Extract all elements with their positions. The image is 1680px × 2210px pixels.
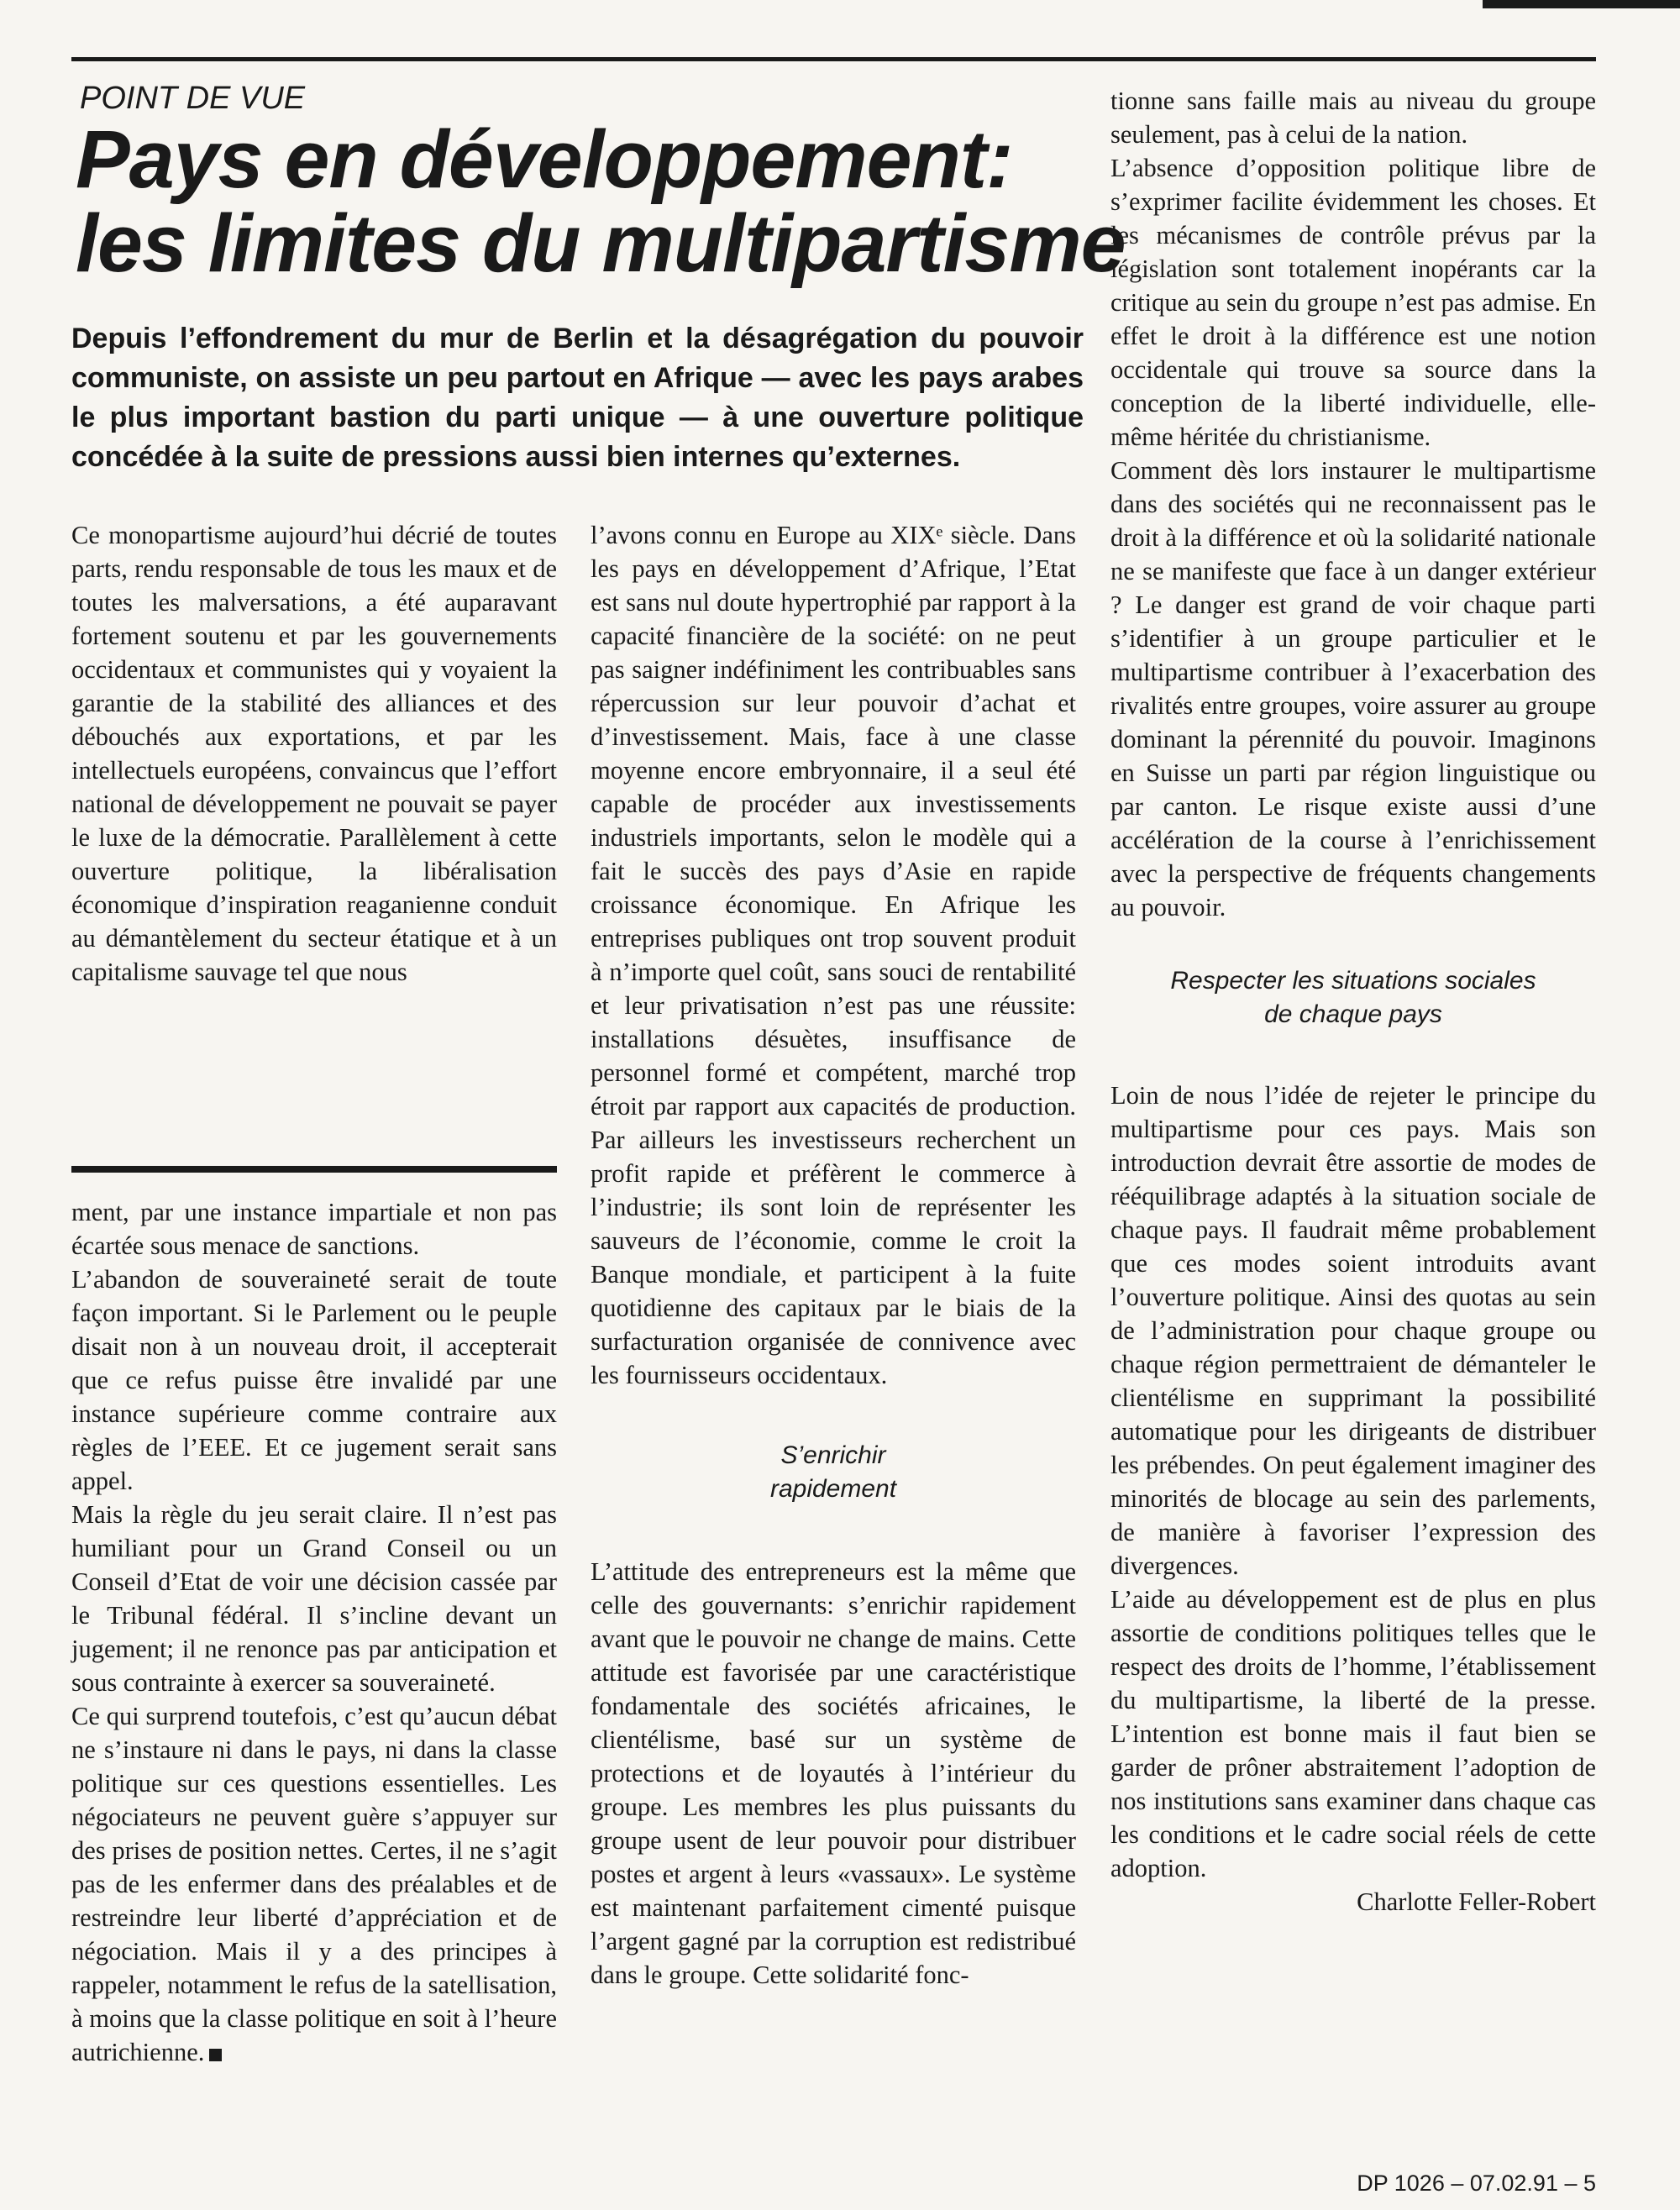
- paragraph: L’attitude des entrepreneurs est la même que celle des gouvernants: s’enrichir rapidement avant que le pouvoir ne change de mains. Cette attitude est favorisée par une caractéristique fondamentale des sociétés africaines, le clientélisme, basé sur un système de protections et de loyautés à l’intérieur du groupe. Les membres les plus puissants du groupe usent de leur pouvoir pour distribuer postes et argent à leurs «vassaux». Le système est maintenant parfaitement cimenté puisque l’argent gagné par la corruption est redistribué dans le groupe. Cette solidarité fonc-: [591, 1557, 1076, 1989]
- paragraph: Mais la règle du jeu serait claire. Il n’est pas humiliant pour un Grand Conseil ou un Conseil d’Etat de voir une décision cassée par le Tribunal fédéral. Il s’incline devant un jugement; il ne renonce pas par anticipation et sous contrainte à exercer sa souveraineté.: [71, 1500, 557, 1697]
- paragraph: [71, 1699, 557, 2069]
- paragraph: Ce monopartisme aujourd’hui décrié de toutes parts, rendu responsable de tous les maux et de toutes les malversations, a été auparavant fortement soutenu et par les gouvernements occidentaux et communistes qui y voyaient la garantie de la stabilité des alliances et des débouchés aux exportations, et par les intellectuels européens, convaincus que l’effort national de développement ne pouvait se payer le luxe de la démocratie. Parallèlement à cette ouverture politique, la libéralisation économique d’inspiration reaganienne conduit au démantèlement du secteur étatique et à un capitalisme sauvage tel que nous: [71, 521, 557, 986]
- subheading-line: de chaque pays: [1264, 1000, 1442, 1028]
- paragraph: L’aide au développement est de plus en plus assortie de conditions politiques telles que le respect des droits de l’homme, l’établissement du multipartisme, la liberté de la presse. L’intention est bonne mais il faut bien se garder de prôner abstraitement l’adoption de nos institutions sans examiner dans chaque cas les conditions et le cadre social réels de cette adoption.: [1110, 1585, 1596, 1882]
- paragraph: Comment dès lors instaurer le multipartisme dans des sociétés qui ne reconnaissent pas le droit à la différence et où la solidarité nationale ne se manifeste que face à un danger extérieur ? Le danger est grand de voir chaque parti s’identifier à un groupe particulier et le multipartisme contribuer à l’exacerbation des rivalités entre groupes, voire assurer au groupe dominant la pérennité du pouvoir. Imaginons en Suisse un parti par région linguistique ou par canton. Le risque existe aussi d’une accélération de la course à l’enrichissement avec la perspective de fréquents changements au pouvoir.: [1110, 456, 1596, 921]
- rubric: POINT DE VUE: [80, 81, 306, 116]
- top-rule: [71, 57, 1596, 61]
- lead-paragraph: Depuis l’effondrement du mur de Berlin et la désagrégation du pouvoir communiste, on assiste un peu partout en Afrique — avec les pays arabes le plus important bastion du parti unique — à une ouverture politique concédée à la suite de pressions aussi bien internes qu’externes.: [71, 323, 1084, 473]
- paragraph-text: Ce qui surprend toutefois, c’est qu’aucun débat ne s’instaure ni dans le pays, ni dans la classe politique sur ces questions essentielles. Les négociateurs ne peuvent guère s’appuyer sur des prises de position nettes. Certes, il ne s’agit pas de les enfermer dans des préalables et de restreindre leur liberté d’appréciation et de négociation. Mais il y a des principes à rappeler, notamment le refus de la satellisation, à moins que la classe politique en soit à l’heure autrichienne.: [71, 1702, 557, 2066]
- column-2: [591, 518, 1076, 1992]
- author-signature: Charlotte Feller-Robert: [1357, 1887, 1596, 1916]
- column-separator-rule: [71, 1166, 557, 1173]
- paragraph: L’abandon de souveraineté serait de toute façon important. Si le Parlement ou le peuple disait non à un nouveau droit, il accepterait que ce refus puisse être invalidé par une instance supérieure comme contraire aux règles de l’EEE. Et ce jugement serait sans appel.: [71, 1265, 557, 1495]
- subheading-line: Respecter les situations sociales: [1170, 967, 1536, 995]
- paragraph: l’avons connu en Europe au XIXᵉ siècle. Dans les pays en développement d’Afrique, l’Etat est sans nul doute hypertrophié par rapport à la capacité financière de la société: on ne peut pas saigner indéfiniment les contribuables sans répercussion sur leur pouvoir d’achat et d’investissement. Mais, face à une classe moyenne encore embryonnaire, il a seul été capable de procéder aux investissements industriels importants, selon le modèle qui a fait le succès des pays d’Asie en rapide croissance économique. En Afrique les entreprises publiques ont trop souvent produit à n’importe quel coût, sans souci de rentabilité et leur privatisation n’est pas une réussite: installations désuètes, insuffisance de personnel formé et compétent, marché trop étroit par rapport aux capacités de production. Par ailleurs les investisseurs recherchent un profit rapide et préfèrent le commerce à l’industrie; ils sont loin de représenter les sauveurs de l’économie, comme le croit la Banque mondiale, et participent à la fuite quotidienne des capitaux par le biais de la surfacturation organisée de connivence avec les fournisseurs occidentaux.: [591, 521, 1076, 1389]
- corner-bar: [1483, 0, 1680, 8]
- paragraph: L’absence d’opposition politique libre de s’exprimer facilite évidemment les choses. Et les mécanismes de contrôle prévus par la législation sont totalement inopérants car la critique au sein du groupe n’est pas admise. En effet le droit à la différence est une notion occidentale qui trouve sa source dans la conception de la liberté individuelle, elle-même héritée du christianisme.: [1110, 154, 1596, 451]
- end-square-icon: [209, 2049, 222, 2061]
- subheading-line: rapidement: [769, 1475, 897, 1503]
- column-3: [1110, 84, 1596, 1919]
- column-1-bottom: [71, 1195, 557, 2069]
- column-1-top: [71, 518, 557, 989]
- title-line-2: les limites du multipartisme: [76, 197, 1126, 289]
- title-line-1: Pays en développement:: [76, 113, 1013, 205]
- subheading-respecter: [1110, 964, 1596, 1032]
- paragraph: Loin de nous l’idée de rejeter le principe du multipartisme pour ces pays. Mais son introduction devrait être assortie de modes de rééquilibrage adaptés à la situation sociale de chaque pays. Il faudrait même probablement que ces modes soient introduits avant l’ouverture politique. Ainsi des quotas au sein de l’administration pour chaque groupe ou chaque région permettraient de démanteler le clientélisme en supprimant la possibilité automatique pour les dirigeants de distribuer les prébendes. On peut également imaginer des minorités de blocage au sein des parlements, de manière à favoriser l’expression des divergences.: [1110, 1081, 1596, 1580]
- paragraph: ment, par une instance impartiale et non pas écartée sous menace de sanctions.: [71, 1198, 557, 1260]
- paragraph: tionne sans faille mais au niveau du groupe seulement, pas à celui de la nation.: [1110, 87, 1596, 149]
- subheading-line: S’enrichir: [780, 1441, 886, 1469]
- page-folio: DP 1026 – 07.02.91 – 5: [1357, 2171, 1596, 2196]
- subheading-enrichir: [591, 1439, 1076, 1506]
- page-title: [76, 113, 1126, 289]
